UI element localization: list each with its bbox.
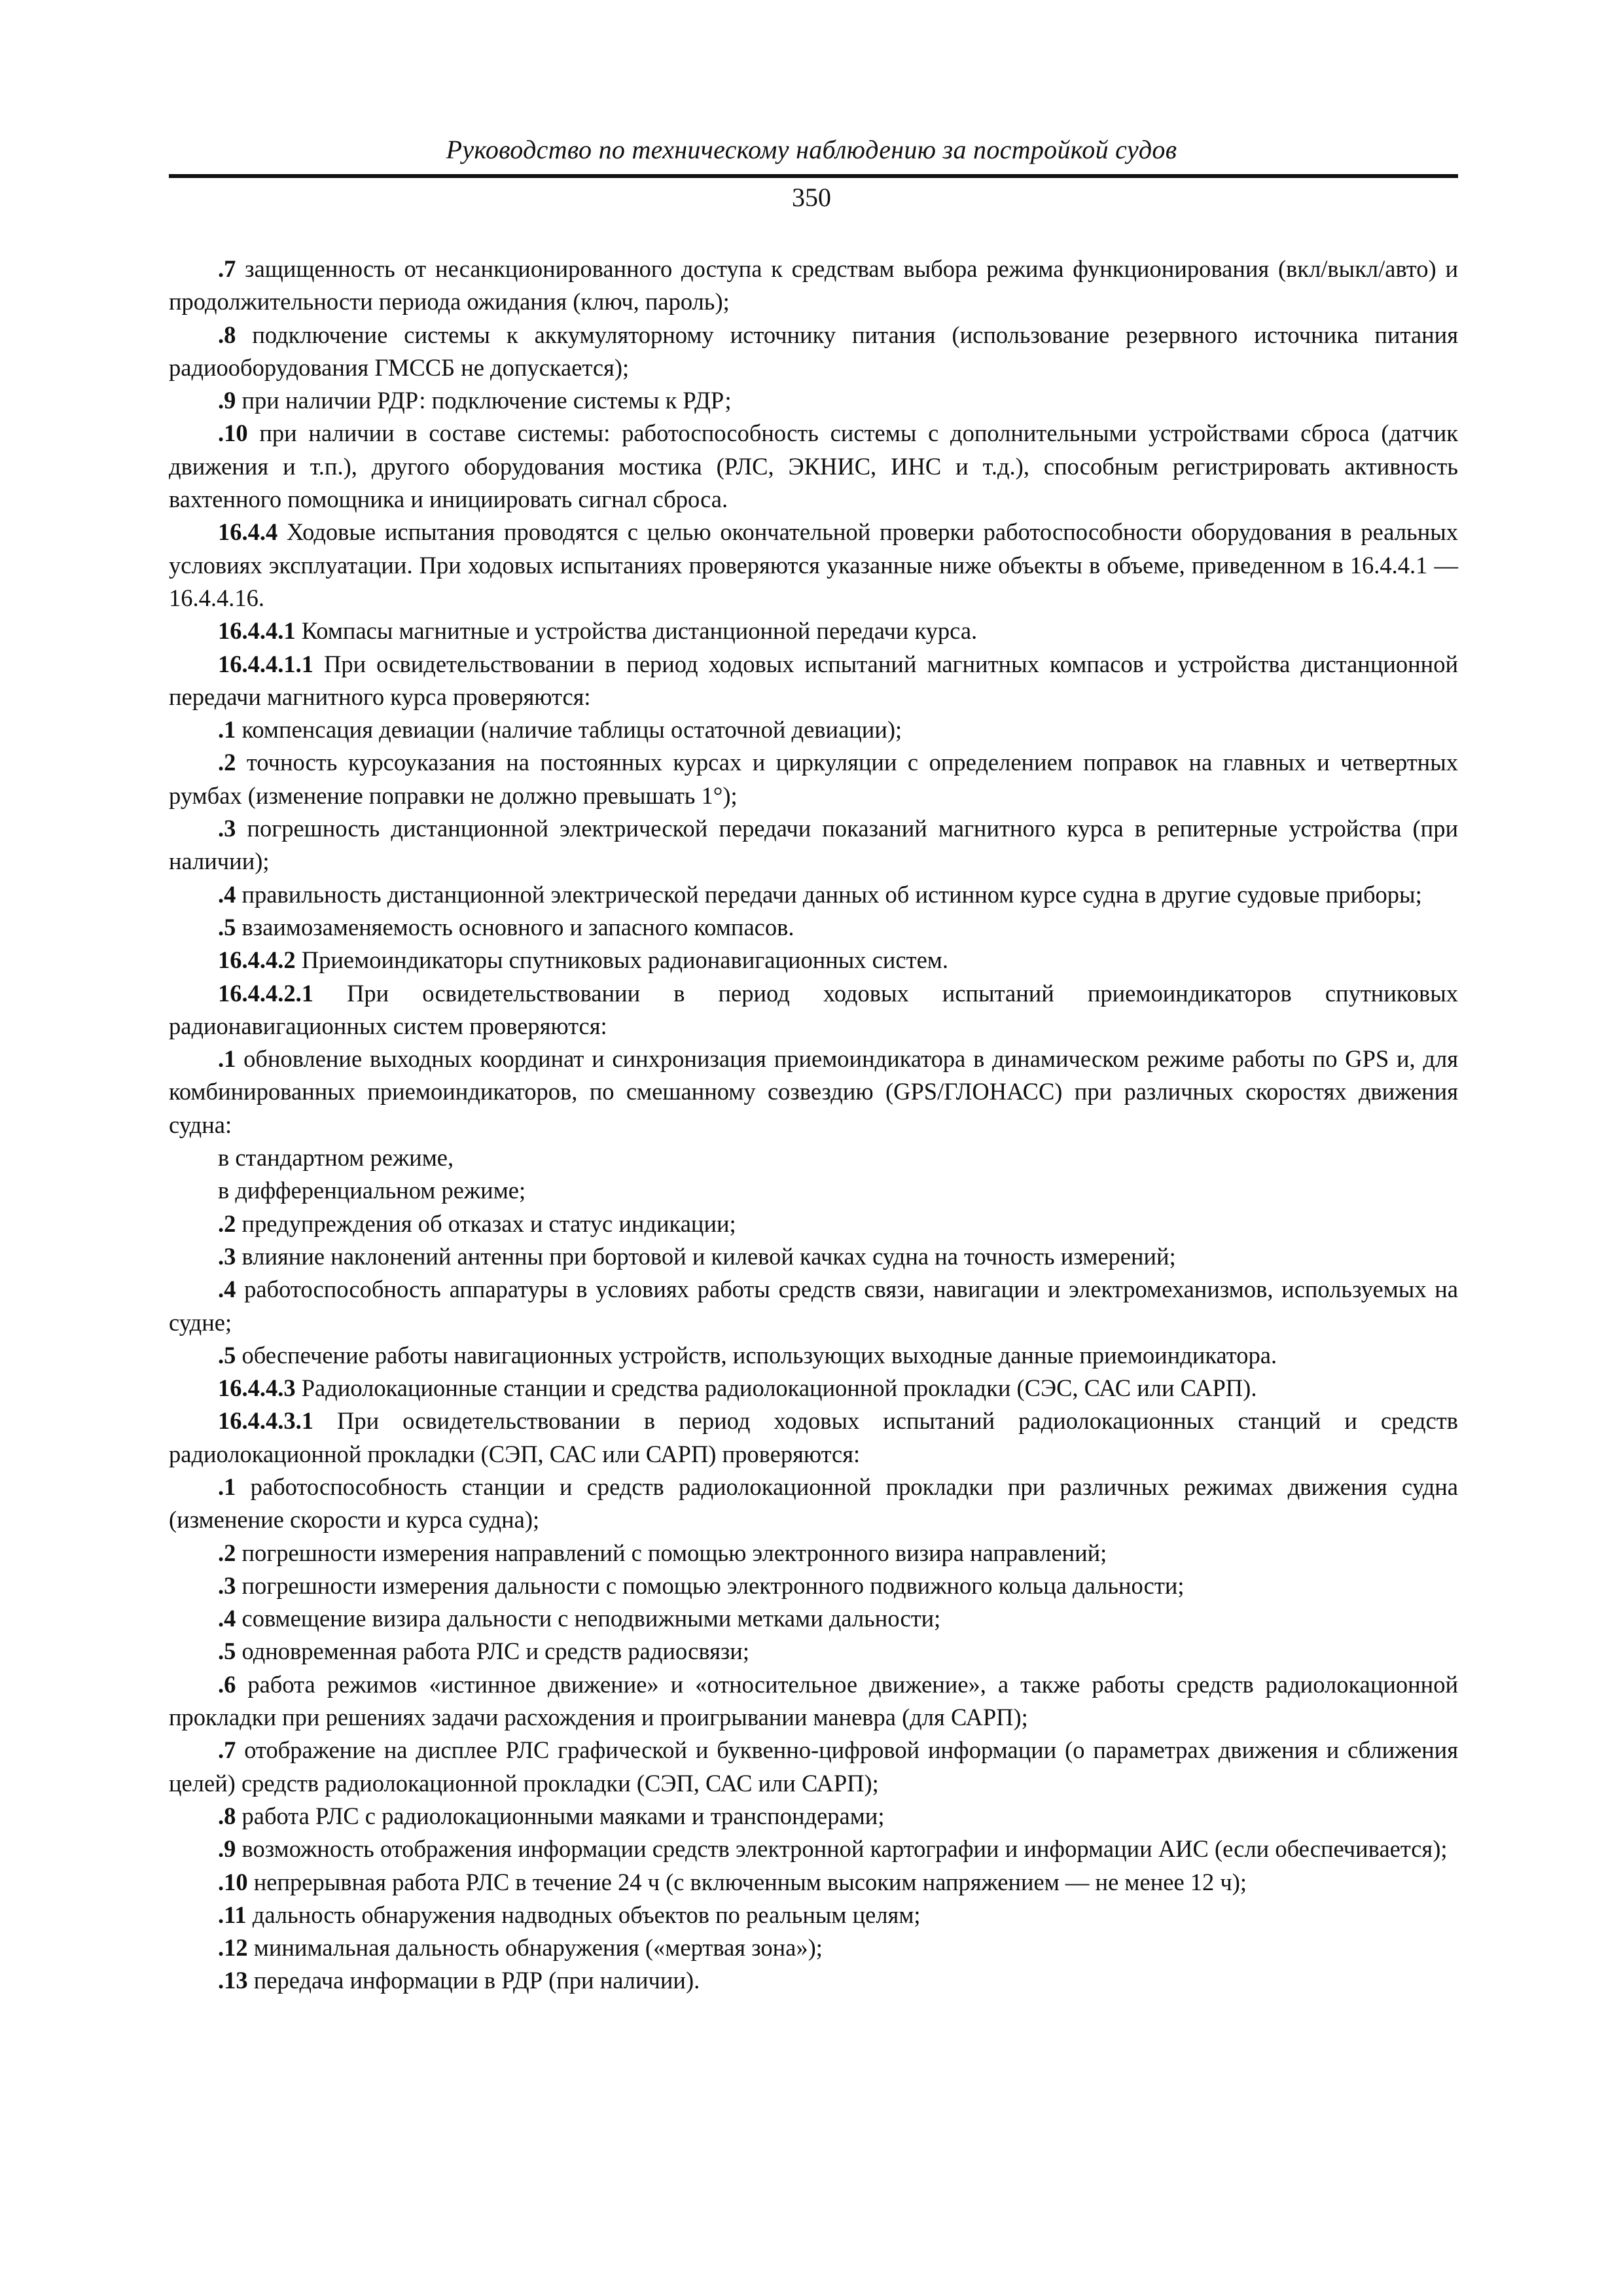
paragraph-text: в дифференциальном режиме; — [218, 1177, 526, 1204]
paragraph — [169, 1537, 1458, 1570]
paragraph — [169, 911, 1458, 944]
paragraph — [169, 1602, 1458, 1635]
clause-number: .1 — [218, 1473, 236, 1500]
paragraph — [169, 516, 1458, 615]
paragraph-text: компенсация девиации (наличие таблицы остаточной девиации); — [236, 716, 902, 744]
paragraph-text: при наличии в составе системы: работоспособность системы с дополнительными устройствами сброса (датчик движения и т.п.), другого оборудования мостика (РЛС, ЭКНИС, ИНС и т.д.), способным регистрировать активность вахтенного помощника и инициировать сигнал сброса. — [169, 420, 1458, 513]
paragraph — [169, 812, 1458, 878]
paragraph — [169, 1800, 1458, 1833]
paragraph-text: при наличии РДР: подключение системы к РДР; — [236, 387, 732, 414]
paragraph-text: защищенность от несанкционированного доступа к средствам выбора режима функционирования (вкл/выкл/авто) и продолжительности периода ожидания (ключ, пароль); — [169, 255, 1458, 315]
clause-number: 16.4.4.1 — [218, 617, 296, 645]
paragraph-text: работоспособность аппаратуры в условиях работы средств связи, навигации и электромеханизмов, используемых на судне; — [169, 1276, 1458, 1336]
clause-number: 16.4.4.2.1 — [218, 979, 313, 1007]
paragraph-text: минимальная дальность обнаружения («мертвая зона»); — [247, 1934, 823, 1962]
paragraph-text: работоспособность станции и средств радиолокационной прокладки при различных режимах движения судна (изменение скорости и курса судна); — [169, 1473, 1458, 1534]
paragraph-text: непрерывная работа РЛС в течение 24 ч (с включенным высоким напряжением — не менее 12 ч); — [247, 1868, 1247, 1895]
paragraph-text: одновременная работа РЛС и средств радиосвязи; — [236, 1638, 749, 1665]
page-number: 350 — [792, 183, 831, 212]
paragraph-text: взаимозаменяемость основного и запасного компасов. — [236, 913, 794, 941]
paragraph-text: обновление выходных координат и синхронизация приемоиндикатора в динамическом режиме работы по GPS и, для комбинированных приемоиндикаторов, по смешанному созвездию (GPS/ГЛОНАСС) при различных скоростях движения судна: — [169, 1045, 1458, 1138]
paragraph — [169, 1141, 1458, 1174]
clause-number: .7 — [218, 1736, 236, 1764]
clause-number: .8 — [218, 321, 236, 348]
paragraph-text: погрешность дистанционной электрической передачи показаний магнитного курса в репитерные устройства (при наличии); — [169, 815, 1458, 875]
paragraph — [169, 1866, 1458, 1899]
paragraph-text: При освидетельствовании в период ходовых испытаний магнитных компасов и устройства дистанционной передачи магнитного курса проверяются: — [169, 650, 1458, 710]
paragraph — [169, 1570, 1458, 1602]
clause-number: .13 — [218, 1967, 248, 1994]
paragraph-text: отображение на дисплее РЛС графической и буквенно-цифровой информации (о параметрах движения и сближения целей) средств радиолокационной прокладки (СЭП, САС или САРП); — [169, 1736, 1458, 1797]
clause-number: .1 — [218, 1045, 236, 1073]
paragraph-text: предупреждения об отказах и статус индикации; — [236, 1210, 736, 1237]
clause-number: .4 — [218, 880, 236, 908]
clause-number: .5 — [218, 1341, 236, 1369]
paragraph — [169, 1043, 1458, 1141]
clause-number: .5 — [218, 1638, 236, 1665]
clause-number: 16.4.4.2 — [218, 946, 296, 974]
paragraph — [169, 1208, 1458, 1240]
paragraph — [169, 384, 1458, 417]
paragraph-text: подключение системы к аккумуляторному источнику питания (использование резервного источника питания радиооборудования ГМССБ не допускается); — [169, 321, 1458, 381]
paragraph — [169, 746, 1458, 812]
paragraph-text: Приемоиндикаторы спутниковых радионавигационных систем. — [295, 946, 948, 974]
paragraph — [169, 1405, 1458, 1471]
header-divider — [169, 174, 1458, 178]
paragraph — [169, 1273, 1458, 1339]
paragraph — [169, 1734, 1458, 1800]
paragraph-text: дальность обнаружения надводных объектов по реальным целям; — [246, 1901, 921, 1928]
paragraph — [169, 253, 1458, 319]
running-header-title: Руководство по техническому наблюдению за постройкой судов — [446, 135, 1177, 164]
paragraph — [169, 1339, 1458, 1372]
paragraph — [169, 1931, 1458, 1964]
paragraph-text: точность курсоуказания на постоянных курсах и циркуляции с определением поправок на главных и четвертных румбах (изменение поправки не должно превышать 1°); — [169, 749, 1458, 809]
paragraph — [169, 944, 1458, 977]
clause-number: .3 — [218, 1242, 236, 1270]
clause-number: 16.4.4 — [218, 518, 278, 546]
clause-number: .5 — [218, 913, 236, 941]
clause-number: .10 — [218, 1868, 248, 1895]
clause-number: .12 — [218, 1934, 248, 1962]
paragraph — [169, 1833, 1458, 1865]
paragraph-text: погрешности измерения направлений с помощью электронного визира направлений; — [236, 1539, 1107, 1566]
paragraph-text: совмещение визира дальности с неподвижными метками дальности; — [236, 1605, 941, 1632]
clause-number: .9 — [218, 1835, 236, 1863]
paragraph-text: возможность отображения информации средств электронной картографии и информации АИС (если обеспечивается); — [236, 1835, 1448, 1863]
clause-number: 16.4.4.1.1 — [218, 650, 313, 677]
paragraph-text: Компасы магнитные и устройства дистанционной передачи курса. — [295, 617, 978, 645]
clause-number: .2 — [218, 1210, 236, 1237]
clause-number: .3 — [218, 815, 236, 842]
document-body — [169, 253, 1458, 1998]
clause-number: .2 — [218, 1539, 236, 1566]
paragraph-text: При освидетельствовании в период ходовых испытаний радиолокационных станций и средств радиолокационной прокладки (СЭП, САС или САРП) проверяются: — [169, 1407, 1458, 1467]
paragraph-text: передача информации в РДР (при наличии). — [247, 1967, 700, 1994]
clause-number: .1 — [218, 716, 236, 744]
paragraph — [169, 1899, 1458, 1931]
paragraph — [169, 1668, 1458, 1734]
clause-number: 16.4.4.3.1 — [218, 1407, 313, 1435]
paragraph — [169, 319, 1458, 385]
paragraph-text: в стандартном режиме, — [218, 1144, 454, 1172]
clause-number: .7 — [218, 255, 236, 282]
clause-number: .8 — [218, 1802, 236, 1829]
clause-number: .10 — [218, 420, 248, 447]
clause-number: .3 — [218, 1571, 236, 1599]
paragraph — [169, 713, 1458, 746]
paragraph-text: влияние наклонений антенны при бортовой и килевой качках судна на точность измерений; — [236, 1242, 1176, 1270]
paragraph-text: работа режимов «истинное движение» и «относительное движение», а также работы средств радиолокационной прокладки при решениях задачи расхождения и проигрывании маневра (для САРП); — [169, 1670, 1458, 1731]
clause-number: .9 — [218, 387, 236, 414]
paragraph-text: погрешности измерения дальности с помощью электронного подвижного кольца дальности; — [236, 1571, 1185, 1599]
paragraph-text: Ходовые испытания проводятся с целью окончательной проверки работоспособности оборудования в реальных условиях эксплуатации. При ходовых испытаниях проверяются указанные ниже объекты в объеме, приведенном в 16.4.4.1 — 16.4.4.16. — [169, 518, 1458, 611]
paragraph — [169, 878, 1458, 911]
paragraph-text: работа РЛС с радиолокационными маяками и транспондерами; — [236, 1802, 885, 1829]
paragraph — [169, 977, 1458, 1043]
clause-number: .11 — [218, 1901, 247, 1928]
clause-number: .2 — [218, 749, 236, 776]
paragraph — [169, 1964, 1458, 1997]
paragraph — [169, 615, 1458, 647]
clause-number: .6 — [218, 1670, 236, 1698]
paragraph-text: При освидетельствовании в период ходовых испытаний приемоиндикаторов спутниковых радионавигационных систем проверяются: — [169, 979, 1458, 1039]
paragraph — [169, 1240, 1458, 1273]
paragraph — [169, 1471, 1458, 1537]
paragraph-text: правильность дистанционной электрической передачи данных об истинном курсе судна в другие судовые приборы; — [236, 880, 1422, 908]
clause-number: 16.4.4.3 — [218, 1374, 296, 1402]
paragraph — [169, 1372, 1458, 1405]
paragraph — [169, 417, 1458, 516]
clause-number: .4 — [218, 1605, 236, 1632]
paragraph — [169, 1174, 1458, 1207]
paragraph — [169, 1635, 1458, 1668]
clause-number: .4 — [218, 1276, 236, 1303]
paragraph-text: Радиолокационные станции и средства радиолокационной прокладки (СЭС, САС или САРП). — [295, 1374, 1257, 1402]
paragraph-text: обеспечение работы навигационных устройств, использующих выходные данные приемоиндикатора. — [236, 1341, 1277, 1369]
paragraph — [169, 648, 1458, 714]
